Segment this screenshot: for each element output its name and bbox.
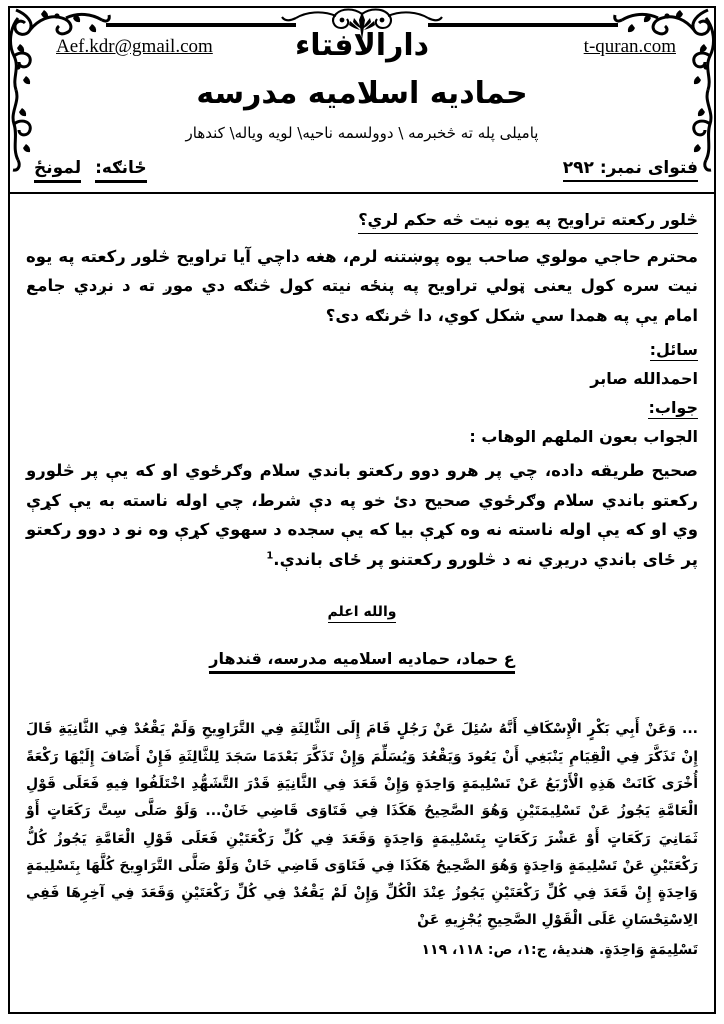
category-field xyxy=(34,158,147,183)
category-value: لمونځ xyxy=(34,158,81,183)
answer-opening-invocation: الجواب بعون الملهم الوهاب : xyxy=(469,427,698,447)
closing-phrase: والله اعلم xyxy=(328,604,397,623)
category-label: ځانګه: xyxy=(95,158,147,183)
answer-label-row xyxy=(26,398,698,419)
asker-label-row xyxy=(26,340,698,361)
signature: ع حماد، حماديه اسلاميه مدرسه، قندهار xyxy=(209,649,514,674)
question-title-row xyxy=(26,202,698,234)
dar-ul-ifta-title: دارالافتاء xyxy=(294,28,430,63)
asker-label: سائل: xyxy=(649,340,698,360)
asker-name: احمدالله صابر xyxy=(590,369,698,389)
fatwa-number: فتوای نمبر: ۲۹۲ xyxy=(563,158,698,182)
closing-row xyxy=(26,601,698,623)
header-meta-row xyxy=(24,158,704,188)
contact-email[interactable]: Aef.kdr@gmail.com xyxy=(56,36,213,57)
footnote-block xyxy=(26,716,698,964)
madrasa-name-title: حماديه اسلاميه مدرسه xyxy=(196,76,528,111)
document-body xyxy=(10,194,714,1022)
document-header xyxy=(10,8,714,194)
footnote-marker: 1 xyxy=(266,550,274,562)
signature-row xyxy=(26,649,698,674)
question-title: څلور رکعته تراویح په یوه نیت څه حکم لري؟ xyxy=(358,208,698,234)
footnote-text: ... وَعَنْ أَبِي بَكْرٍ الْإِسْكَافِ أَنَّهُ سُئِلَ عَنْ رَجُلٍ قَامَ إِلَى الثَّالِثَةِ فِي التَّرَاوِيحِ وَلَمْ يَقْعُدْ فِي الثَّانِيَةِ قَالَ إِنْ تَذَكَّرَ فِي الْقِيَامِ يَنْبَغِي أَنْ يَعُودَ وَيَقْعُدَ وَيُسَلِّمَ وَإِنْ تَذَكَّرَ بَعْدَمَا سَجَدَ لِلثَّالِثَةِ فَإِنْ أَضَافَ إِلَيْهَا رَكْعَةً أُخْرَى كَانَتْ هَذِهِ الْأَرْبَعُ عَنْ تَسْلِيمَةٍ وَاحِدَةٍ وَإِنْ قَعَدَ فِي الثَّانِيَةِ قَدْرَ التَّشَهُّدِ اخْتَلَفُوا فِيهِ فَعَلَى قَوْلِ الْعَامَّةِ يَجُوزُ عَنْ تَسْلِيمَتَيْنِ وَهُوَ الصَّحِيحُ هَكَذَا فِي فَتَاوَى قَاضِي خَانْ... وَلَوْ صَلَّى سِتَّ رَكَعَاتٍ أَوْ ثَمَانِيَ رَكَعَاتٍ أَوْ عَشْرَ رَكَعَاتٍ بِتَسْلِيمَةٍ وَاحِدَةٍ وَقَعَدَ فِي كُلِّ رَكْعَتَيْنِ فَعَلَى قَوْلِ الْعَامَّةِ يَجُوزُ كُلُّ رَكْعَتَيْنِ عَنْ تَسْلِيمَةٍ وَاحِدَةٍ وَهُوَ الصَّحِيحُ هَكَذَا فِي فَتَاوَى قَاضِي خَانْ وَلَوْ صَلَّى التَّرَاوِيحَ كُلَّهَا بِتَسْلِيمَةٍ وَاحِدَةٍ إِنْ قَعَدَ فِي كُلِّ رَكْعَتَيْنِ يَجُوزُ عِنْدَ الْكُلِّ وَإِنْ لَمْ يَقْعُدْ فِي كُلِّ رَكْعَتَيْنِ وَقَعَدَ فِي آخِرِهَا فَفِي الِاسْتِحْسَانِ عَلَى الْقَوْلِ الصَّحِيحِ يُجْزِيهِ عَنْ xyxy=(26,721,698,929)
answer-body-text: صحيح طريقه داده، چي پر هرو دوو رکعتو باندي سلام وګرځوي او که يې پر څلورو رکعتو باندي سلام وګرځوي صحيح دئ خو په دې شرط، چي اوله ناسته به يې کړې وي او که يې اوله ناسته نه وه کړې بيا که يې سجده د سهوي کړې وه نو د دوو رکعتو پر ځاى باندي دریږي نه د څلورو رکعتنو پر ځاى باندې. xyxy=(26,461,698,570)
website-url[interactable]: t-quran.com xyxy=(583,36,676,57)
madrasa-address: پاميلی پله ته څخبرمه \ دوولسمه ناحيه\ لويه وياله\ کندهار xyxy=(185,124,539,142)
footnote-citation: تَسْلِيمَةٍ وَاحِدَةٍ. هنديۀ، ج:١، ص: ١١٨، ١١٩ xyxy=(421,941,698,958)
answer-label: جواب: xyxy=(648,398,698,418)
question-body: محترم حاجي مولوي صاحب يوه پوښتنه لرم، هغه داچي آيا تراویح څلور رکعته په یوه نیت سره کول یعنی ټولي تراویح په پنځه نیته کول څنګه دي موږ ته د نږدي جامع امام یې په همدا سي شکل کوي، دا څرنګه دی؟ xyxy=(26,247,698,325)
answer-body xyxy=(26,456,698,575)
